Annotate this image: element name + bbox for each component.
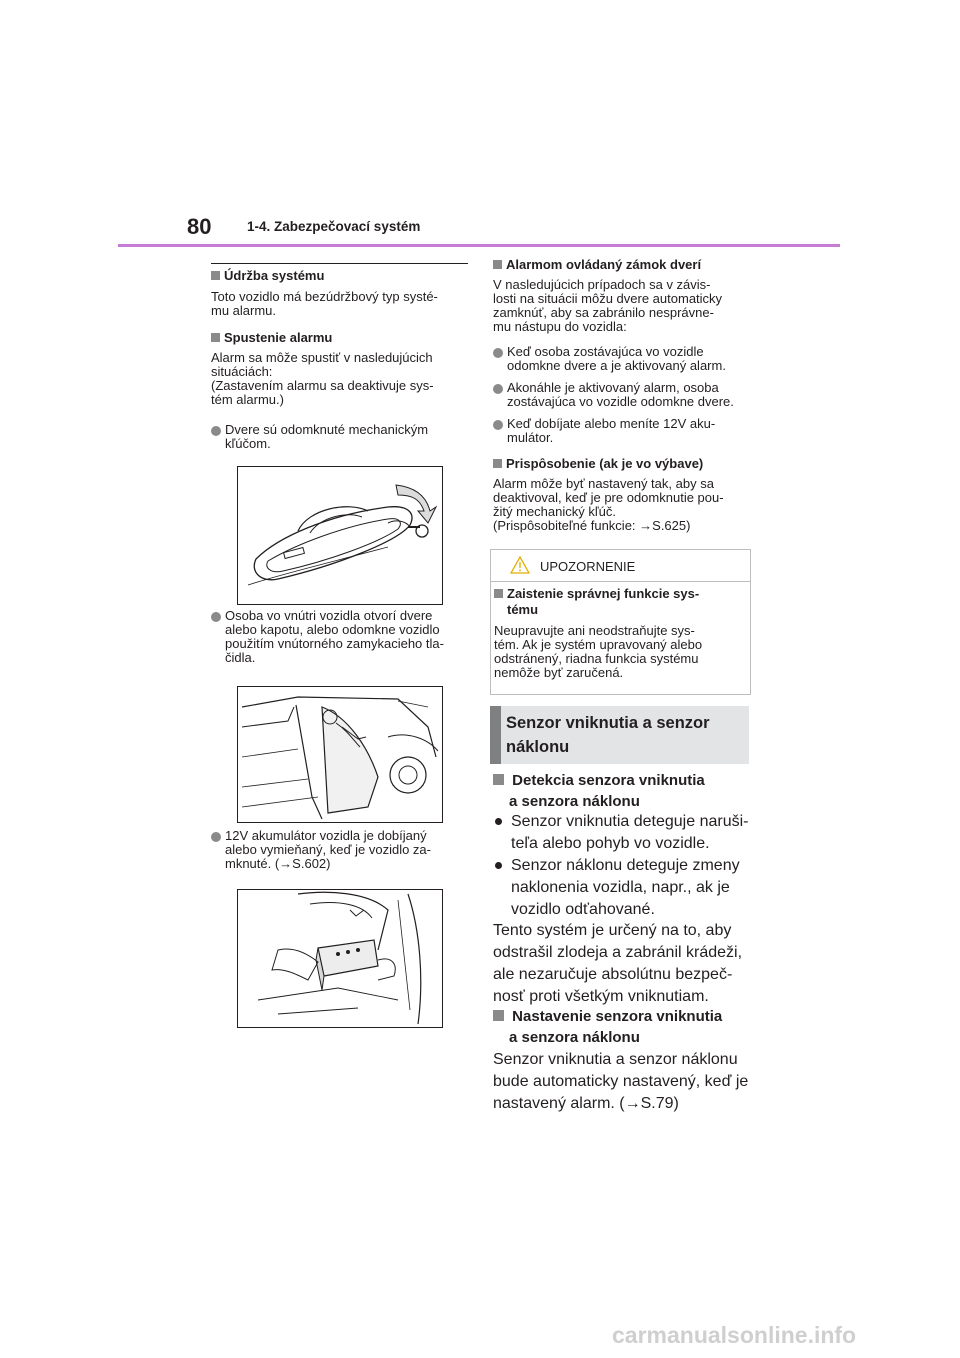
- square-bullet-icon: [493, 260, 502, 269]
- heading-trigger: Spustenie alarmu: [211, 330, 332, 346]
- custom-text: Alarm môže byť nastavený tak, aby sa deaktivoval, keď je pre odomknutie pou- žitý mechanický kľúč. (Prispôsobiteľné funkcie: →S.625): [493, 476, 724, 533]
- detection-paragraph: Tento systém je určený na to, aby odstrašil zlodeja a zabránil krádeži, ale nezaručuje absolútnu bezpeč- nosť proti všetkým vniknutiam.: [493, 922, 743, 1005]
- round-bullet-icon: [493, 420, 503, 430]
- round-bullet-icon: [495, 862, 502, 869]
- header-divider: [118, 244, 840, 247]
- square-bullet-icon: [493, 1010, 504, 1021]
- list-item: Senzor vniknutia deteguje naruši- teľa alebo pohyb vo vozidle.: [493, 811, 748, 855]
- battery-drawing: [238, 890, 442, 1027]
- warning-triangle-icon: [510, 556, 530, 574]
- round-bullet-icon: [493, 348, 503, 358]
- warning-text: Neupravujte ani neodstraňujte sys- tém. Ak je systém upravovaný alebo odstránený, riadna funkcia systému nemôže byť zaručená.: [494, 623, 703, 680]
- round-bullet-icon: [493, 384, 503, 394]
- square-bullet-icon: [494, 589, 503, 598]
- warning-heading: Zaistenie správnej funkcie sys- tému: [494, 586, 699, 618]
- section-title: 1-4. Zabezpečovací systém: [247, 219, 421, 234]
- warning-title: UPOZORNENIE: [540, 559, 636, 574]
- square-bullet-icon: [211, 333, 220, 342]
- round-bullet-icon: [211, 426, 221, 436]
- list-item: Senzor náklonu deteguje zmeny naklonenia vozidla, napr., ak je vozidlo odťahované.: [493, 855, 740, 921]
- section-heading-bar: [490, 706, 501, 764]
- warning-header: [491, 550, 750, 582]
- warning-box: [490, 549, 751, 695]
- round-bullet-icon: [211, 612, 221, 622]
- heading-custom: Prispôsobenie (ak je vo výbave): [493, 456, 703, 472]
- door-handle-drawing: [238, 467, 442, 604]
- list-item: Dvere sú odomknuté mechanickým kľúčom.: [211, 423, 428, 451]
- list-item: Keď dobíjate alebo meníte 12V aku- mulátor.: [493, 417, 715, 445]
- door-handle-illustration: [237, 466, 443, 605]
- car-door-illustration: [237, 686, 443, 823]
- car-door-drawing: [238, 687, 442, 822]
- list-item: Osoba vo vnútri vozidla otvorí dvere alebo kapotu, alebo odomkne vozidlo použitím vnútorného zamykacieho tla- čidla.: [211, 609, 444, 665]
- battery-illustration: [237, 889, 443, 1028]
- heading-detection: Detekcia senzora vniknutia a senzora náklonu: [493, 770, 705, 812]
- list-item: 12V akumulátor vozidla je dobíjaný alebo vymieňaný, keď je vozidlo za- mknuté. (→S.602): [211, 829, 431, 871]
- round-bullet-icon: [495, 818, 502, 825]
- page-number: 80: [187, 214, 212, 239]
- trigger-text: Alarm sa môže spustiť v nasledujúcich situáciách: (Zastavením alarmu sa deaktivuje sys- tém alarmu.): [211, 350, 434, 407]
- heading-auto-lock: Alarmom ovládaný zámok dverí: [493, 257, 701, 273]
- list-item: Akonáhle je aktivovaný alarm, osoba zostávajúca vo vozidle odomkne dvere.: [493, 381, 734, 409]
- round-bullet-icon: [211, 832, 221, 842]
- heading-maintenance: Údržba systému: [211, 268, 324, 284]
- square-bullet-icon: [493, 774, 504, 785]
- square-bullet-icon: [493, 459, 502, 468]
- section-heading-box: [490, 706, 749, 764]
- setting-paragraph: Senzor vniknutia a senzor náklonu bude automaticky nastavený, keď je nastavený alarm. (→S.79): [493, 1051, 749, 1112]
- column-divider: [211, 263, 468, 264]
- watermark: carmanualsonline.info: [612, 1322, 857, 1348]
- square-bullet-icon: [211, 271, 220, 280]
- heading-setting: Nastavenie senzora vniknutia a senzora náklonu: [493, 1006, 722, 1048]
- section-heading: Senzor vniknutia a senzor náklonu: [506, 714, 710, 756]
- auto-lock-text: V nasledujúcich prípadoch sa v závis- losti na situácii môžu dvere automaticky zamknúť, aby sa zabránilo nesprávne- mu nástupu do vozidla:: [493, 277, 723, 334]
- maintenance-text: Toto vozidlo má bezúdržbový typ systé- mu alarmu.: [211, 289, 438, 318]
- list-item: Keď osoba zostávajúca vo vozidle odomkne dvere a je aktivovaný alarm.: [493, 345, 726, 373]
